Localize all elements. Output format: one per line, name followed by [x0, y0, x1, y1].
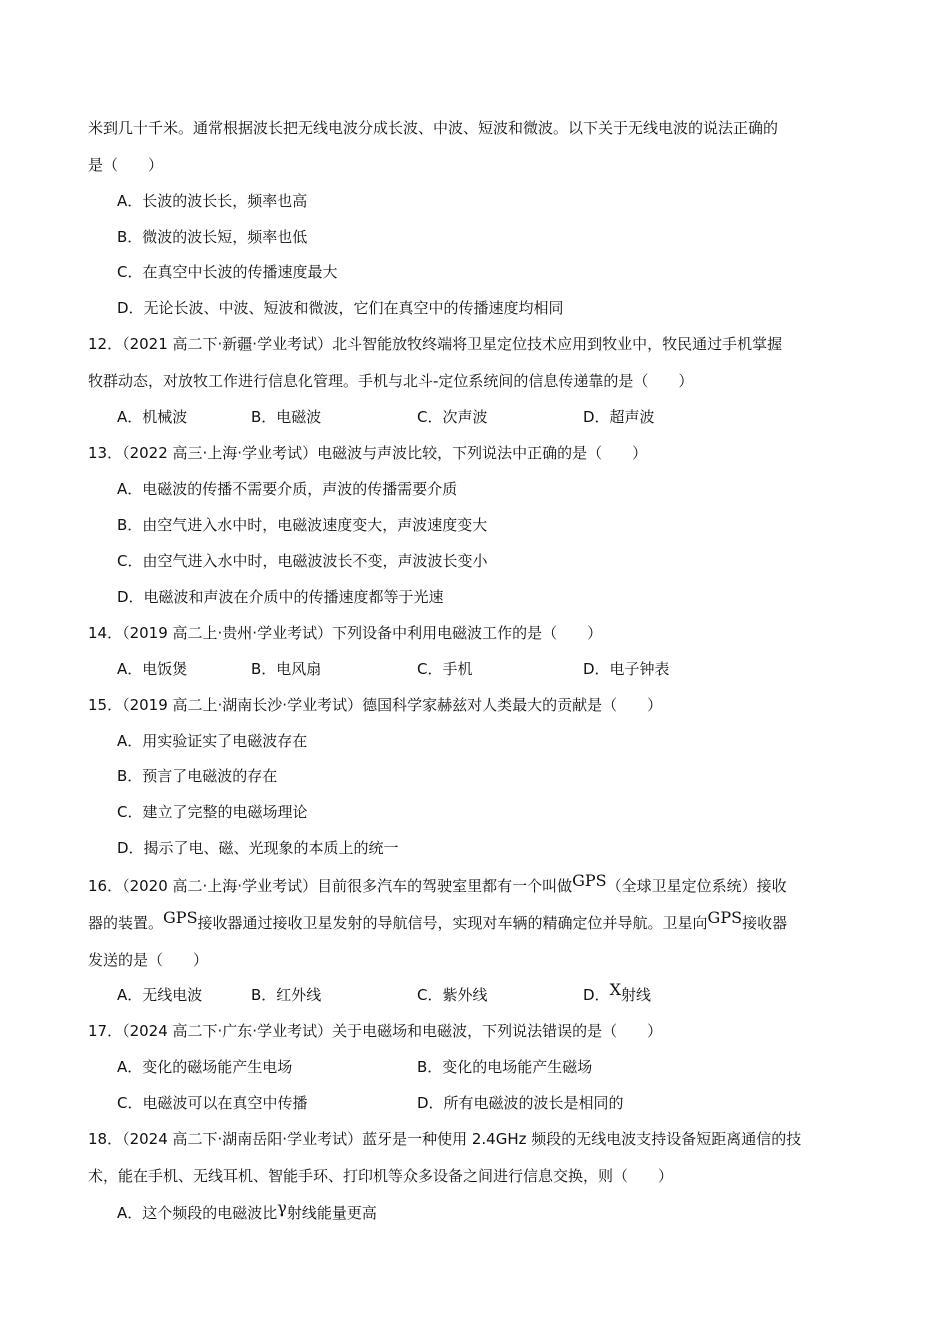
- q11-option-d: D．无论长波、中波、短波和微波，它们在真空中的传播速度均相同: [117, 299, 564, 317]
- q14-option-c: C．手机: [417, 660, 473, 678]
- q11-stem-cont: 米到几十千米。通常根据波长把无线电波分成长波、中波、短波和微波。以下关于无线电波的说法正确的: [88, 119, 779, 137]
- q17-option-c: C．电磁波可以在真空中传播: [117, 1094, 308, 1112]
- q16-option-d-suffix: 射线: [620, 986, 651, 1004]
- q13-option-d: D．电磁波和声波在介质中的传播速度都等于光速: [117, 588, 444, 606]
- q12-option-a: A．机械波: [117, 408, 188, 426]
- q16-option-d: [583, 980, 651, 1005]
- q12-option-d: D．超声波: [583, 408, 655, 426]
- q15-option-b: B．预言了电磁波的存在: [117, 767, 278, 785]
- q18-option-a-suffix: 射线能量更高: [286, 1204, 377, 1222]
- q16-gps-2: GPS: [163, 908, 198, 927]
- q16-stem-part3: 器的装置。: [88, 914, 164, 932]
- q13-option-b: B．由空气进入水中时，电磁波速度变大，声波速度变大: [117, 516, 488, 534]
- q16-stem-part5: 接收器: [742, 914, 788, 932]
- q14-option-a: A．电饭煲: [117, 660, 188, 678]
- q13-option-a: A．电磁波的传播不需要介质，声波的传播需要介质: [117, 480, 458, 498]
- q16-stem: [88, 871, 787, 896]
- q16-stem-part2: （全球卫星定位系统）接收: [606, 877, 787, 895]
- q13-option-c: C．由空气进入水中时，电磁波波长不变，声波波长变小: [117, 552, 488, 570]
- q16-option-b: B．红外线: [251, 986, 322, 1004]
- q16-option-a: A．无线电波: [117, 986, 203, 1004]
- q16-option-c: C．紫外线: [417, 986, 488, 1004]
- q12-stem-cont: 牧群动态，对放牧工作进行信息化管理。手机与北斗-定位系统间的信息传递靠的是（ ）: [88, 372, 694, 390]
- q18-option-a-gamma: γ: [277, 1198, 287, 1217]
- q17-option-b: B．变化的电场能产生磁场: [417, 1058, 593, 1076]
- q15-option-c: C．建立了完整的电磁场理论: [117, 803, 308, 821]
- q12-option-c: C．次声波: [417, 408, 488, 426]
- q17-option-d: D．所有电磁波的波长是相同的: [417, 1094, 624, 1112]
- q18-stem-cont: 术，能在手机、无线耳机、智能手环、打印机等众多设备之间进行信息交换，则（ ）: [88, 1167, 674, 1185]
- q13-stem: 13．（2022 高三·上海·学业考试）电磁波与声波比较，下列说法中正确的是（ ）: [88, 444, 648, 462]
- q18-option-a-prefix: A．这个频段的电磁波比: [117, 1204, 278, 1222]
- q11-stem-end: 是（ ）: [88, 156, 164, 174]
- q15-stem: 15．（2019 高二上·湖南长沙·学业考试）德国科学家赫兹对人类最大的贡献是（ ）: [88, 696, 663, 714]
- q18-stem: 18．（2024 高二下·湖南岳阳·学业考试）蓝牙是一种使用 2.4GHz 频段的无线电波支持设备短距离通信的技: [88, 1130, 802, 1148]
- q14-stem: 14．（2019 高二上·贵州·学业考试）下列设备中利用电磁波工作的是（ ）: [88, 624, 603, 642]
- q16-gps-3: GPS: [707, 908, 743, 927]
- q11-option-b: B．微波的波长短，频率也低: [117, 228, 308, 246]
- q12-option-b: B．电磁波: [251, 408, 322, 426]
- q16-gps-1: GPS: [572, 871, 607, 890]
- q16-option-d-prefix: D．: [583, 986, 610, 1004]
- q16-stem-end: 发送的是（ ）: [88, 951, 209, 969]
- q17-option-a: A．变化的磁场能产生电场: [117, 1058, 293, 1076]
- q15-option-a: A．用实验证实了电磁波存在: [117, 732, 308, 750]
- q14-option-b: B．电风扇: [251, 660, 322, 678]
- q16-stem-cont: [88, 908, 788, 933]
- q16-stem-part1: 16．（2020 高二·上海·学业考试）目前很多汽车的驾驶室里都有一个叫做: [88, 877, 573, 895]
- q16-option-d-x: X: [609, 980, 621, 999]
- q15-option-d: D．揭示了电、磁、光现象的本质上的统一: [117, 839, 399, 857]
- q17-stem: 17．（2024 高二下·广东·学业考试）关于电磁场和电磁波，下列说法错误的是（ ）: [88, 1022, 663, 1040]
- q14-option-d: D．电子钟表: [583, 660, 670, 678]
- q11-option-c: C．在真空中长波的传播速度最大: [117, 263, 338, 281]
- q11-option-a: A．长波的波长长，频率也高: [117, 192, 308, 210]
- q16-stem-part4: 接收器通过接收卫星发射的导航信号，实现对车辆的精确定位并导航。卫星向: [197, 914, 708, 932]
- q18-option-a: [117, 1198, 377, 1223]
- q12-stem: 12．（2021 高二下·新疆·学业考试）北斗智能放牧终端将卫星定位技术应用到牧业中，牧民通过手机掌握: [88, 335, 783, 353]
